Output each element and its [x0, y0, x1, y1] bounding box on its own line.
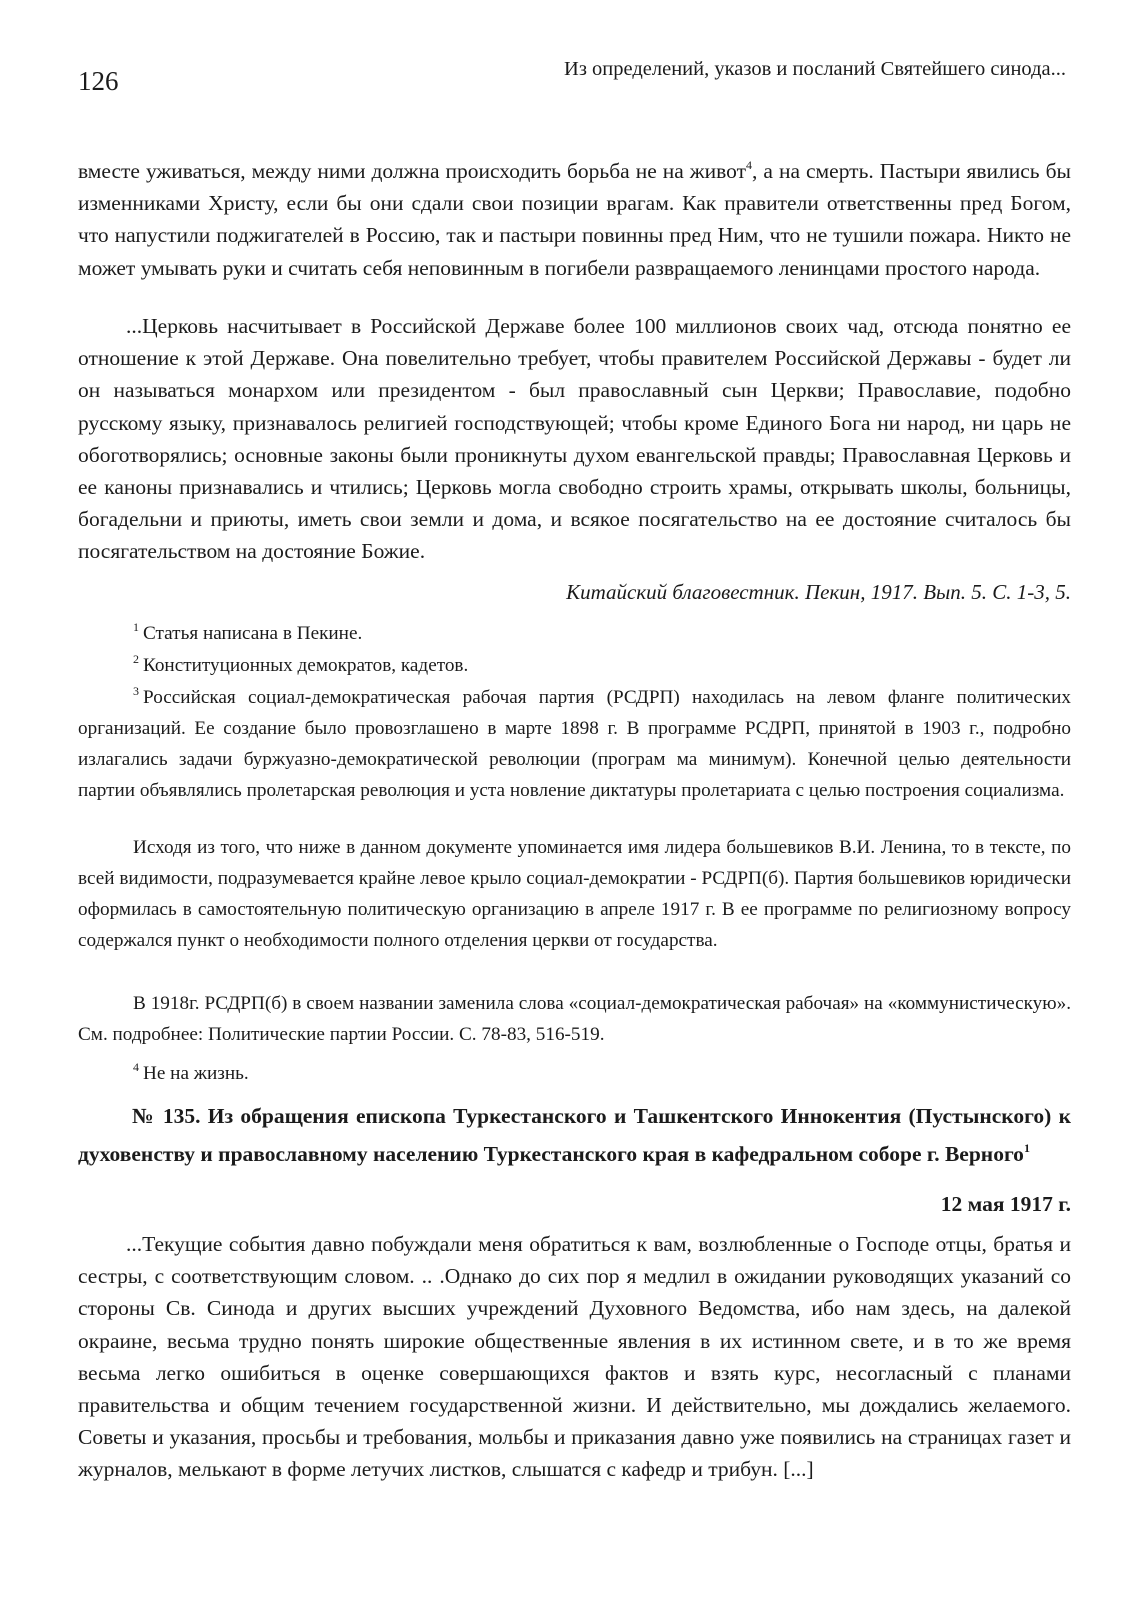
footnote-4 — [78, 1052, 1071, 1089]
document-heading — [78, 1100, 1071, 1170]
paragraph-text: , а на смерть. Пастыри явились бы изменниками Христу, если бы они сдали свои позиции врагам. Как правители ответственны пред Богом, что напустили поджигателей в Россию, так и пастыри повинны пред Ним, что не тушили пожара. Никто не может умывать руки и считать себя неповинным в погибели развращаемого ленинцами простого народа. — [78, 159, 1071, 280]
paragraph-text: вместе уживаться, между ними должна происходить борьба не на живот — [78, 159, 747, 183]
document-text: ...Текущие события давно побуждали меня обратиться к вам, возлюбленные о Господе отцы, братья и сестры, с соответствующим словом. .. .Однако до сих пор я медлил в ожидании руководящих указаний со стороны Св. Синода и других высших учреждений Духовного Ведомства, ибо нам здесь, на далекой окраине, весьма трудно понять широкие общественные явления в их истинном свете, и в то же время весьма легко ошибиться в оценке совершающихся фактов и взять курс, несогласный с планами правительства и общим течением государственной жизни. И действительно, мы дождались желаемого. Советы и указания, просьбы и требования, мольбы и приказания давно уже появились на страницах газет и журналов, мелькают в форме летучих листков, слышатся с кафедр и трибун. [...] — [78, 1232, 1071, 1482]
paragraph-church-demands: ...Церковь насчитывает в Российской Державе более 100 миллионов своих чад, отсюда понятно ее отношение к этой Державе. Она повелительно требует, чтобы правителем Российской Державы - будет ли он называться монархом или президентом - был православный сын Церкви; Православие, подобно русскому языку, признавалось религией господствующей; чтобы кроме Единого Бога ни народ, ни царь не обоготворялись; основные законы были проникнуты духом евангельской правды; Православная Церковь и ее каноны признавались и чтились; Церковь могла свободно строить храмы, открывать школы, больницы, богадельни и приюты, иметь свои земли и дома, и всякое посягательство на ее достояние считалось бы посягательством на достояние Божие. — [78, 314, 1071, 564]
page-number: 126 — [78, 66, 119, 96]
footnote-text: Не на жизнь. — [143, 1063, 249, 1084]
footnote-marker: 2 — [133, 652, 139, 666]
footnote-marker: 1 — [133, 620, 139, 634]
footnote-3-continuation: Исходя из того, что ниже в данном документе упоминается имя лидера большевиков В.И. Ленина, то в тексте, по всей видимости, подразумевается крайне левое крыло социал-демократии - РСДРП(б). Партия большевиков юридически оформилась в самостоятельную политическую организацию в апреле 1917 г. В ее программе по религиозному вопросу содержался пункт о необходимости полного отделения церкви от государства. — [78, 837, 1071, 951]
footnote-text: Статья написана в Пекине. — [143, 623, 363, 644]
source-citation: Китайский благовестник. Пекин, 1917. Вып. 5. С. 1-3, 5. — [566, 580, 1071, 604]
footnote-text: Конституционных демократов, кадетов. — [143, 655, 469, 676]
running-title: Из определений, указов и посланий Святейшего синода... — [564, 58, 1066, 80]
page-header — [78, 58, 1066, 98]
footnote-ref: 4 — [746, 158, 753, 172]
document-heading-text: № 135. Из обращения епископа Туркестанского и Ташкентского Иннокентия (Пустынского) к духовенству и православному населению Туркестанского края в кафедральном соборе г. Верного — [78, 1104, 1071, 1167]
document-date: 12 мая 1917 г. — [940, 1192, 1071, 1216]
footnote-3-continuation-2: В 1918г. РСДРП(б) в своем названии заменила слова «социал-демократическая рабочая» на «коммунистическую». См. подробнее: Политические партии России. С. 78-83, 516-519. — [78, 993, 1071, 1045]
footnote-ref: 1 — [1023, 1141, 1030, 1156]
footnote-text: Российская социал-демократическая рабочая партия (РСДРП) находилась на левом фланге политических организаций. Ее создание было провозглашено в марте 1898 г. В программе РСДРП, принятой в 1903 г., подробно излагались задачи буржуазно-демократической революции (програм ма минимум). Конечной целью деятельности партии объявлялись пролетарская революция и уста новление диктатуры пролетариата с целью построения социализма. — [78, 687, 1071, 801]
footnote-marker: 4 — [133, 1060, 139, 1074]
footnote-3 — [78, 676, 1071, 806]
paragraph-continuation — [78, 149, 1071, 284]
footnote-marker: 3 — [133, 684, 139, 698]
